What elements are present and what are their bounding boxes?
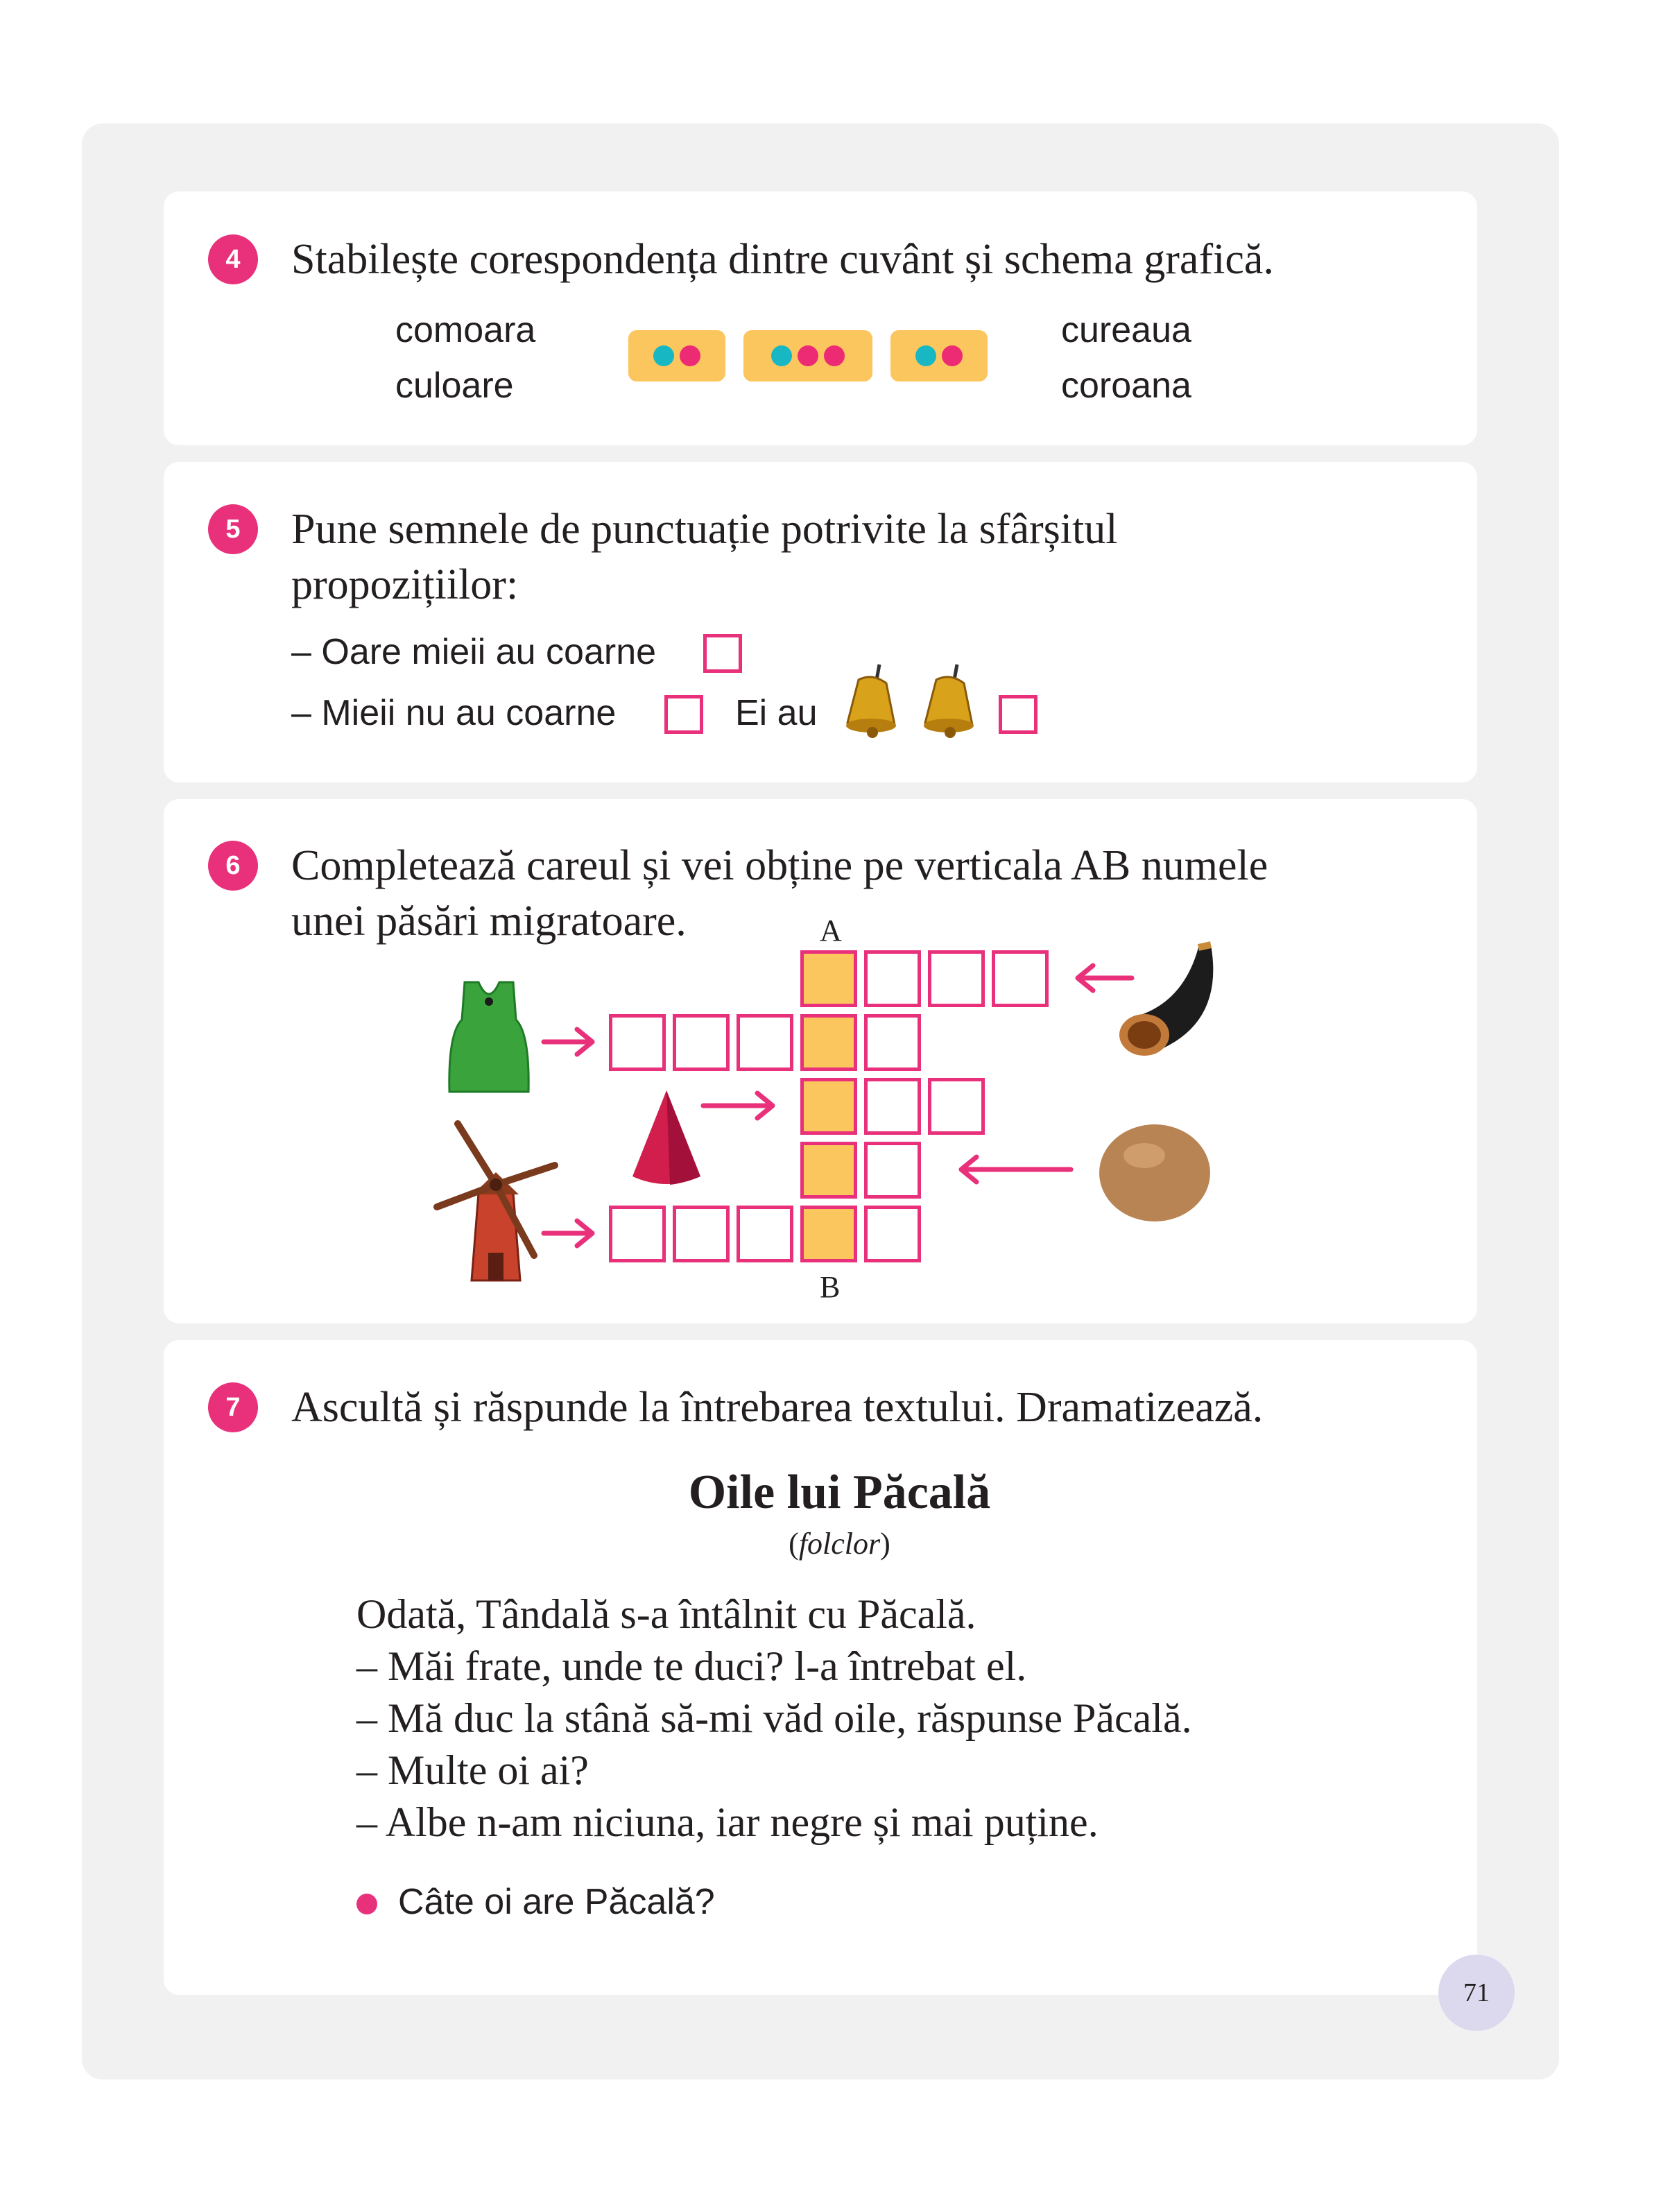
crossword-cell-ab[interactable] [800, 1142, 857, 1199]
story-line: – Măi frate, unde te duci? l-a întrebat el. [356, 1643, 1027, 1689]
arrow-icon [700, 1090, 777, 1121]
syllable-dot [798, 345, 818, 366]
crossword-cell[interactable] [673, 1014, 730, 1071]
task-7-instruction: Ascultă și răspunde la întrebarea textului. Dramatizează. [291, 1384, 1264, 1431]
bell-icon [915, 659, 985, 742]
word-coroana[interactable]: coroana [1061, 366, 1191, 406]
crossword-cell[interactable] [609, 1206, 666, 1262]
scheme-2[interactable] [743, 330, 872, 381]
task-4-number: 4 [208, 234, 258, 284]
punctuation-box-3[interactable] [999, 695, 1037, 734]
task-4-card [164, 191, 1477, 445]
task-5-instruction-line1: Pune semnele de punctuație potrivite la sfârșitul [291, 506, 1118, 553]
horn-icon [1107, 941, 1225, 1072]
green-vest-icon [444, 978, 534, 1096]
task-5-number: 5 [208, 504, 258, 554]
crossword-cell-ab[interactable] [800, 950, 857, 1007]
sentence-2b: Ei au [735, 693, 818, 733]
sentence-2: – Mieii nu au coarne [291, 693, 617, 733]
scheme-3[interactable] [890, 330, 988, 381]
arrow-icon [541, 1027, 596, 1057]
crossword-cell[interactable] [928, 950, 985, 1007]
task-6-instruction-line1: Completează careul și vei obține pe verticala AB numele [291, 842, 1268, 889]
page-number: 71 [1438, 1955, 1515, 2031]
syllable-dot [653, 345, 674, 366]
crossword-cell[interactable] [864, 950, 921, 1007]
egg-icon [1096, 1121, 1214, 1225]
task-6-instruction-line2: unei păsări migratoare. [291, 898, 687, 945]
crossword-cell[interactable] [864, 1078, 921, 1135]
syllable-dot [915, 345, 936, 366]
story-line: Odată, Tândală s-a întâlnit cu Păcală. [356, 1591, 976, 1637]
task-4-instruction: Stabilește corespondența dintre cuvânt și schema grafică. [291, 236, 1274, 283]
syllable-dot [771, 345, 792, 366]
windmill-icon [430, 1117, 562, 1283]
cone-icon [628, 1088, 705, 1192]
story-source: (folclor) [789, 1527, 890, 1561]
crossword-cell[interactable] [928, 1078, 985, 1135]
scheme-1[interactable] [628, 330, 725, 381]
syllable-dot [824, 345, 845, 366]
crossword-cell[interactable] [737, 1206, 793, 1262]
story-title: Oile lui Păcală [688, 1466, 991, 1519]
story-question: Câte oi are Păcală? [398, 1882, 715, 1922]
crossword-cell[interactable] [992, 950, 1049, 1007]
word-cureaua[interactable]: cureaua [1061, 310, 1191, 350]
crossword-cell[interactable] [737, 1014, 793, 1071]
word-comoara[interactable]: comoara [395, 310, 536, 350]
punctuation-box-1[interactable] [703, 634, 742, 673]
crossword-cell-ab[interactable] [800, 1014, 857, 1071]
word-culoare[interactable]: culoare [395, 366, 514, 406]
crossword-cell[interactable] [673, 1206, 730, 1262]
punctuation-box-2[interactable] [664, 695, 703, 734]
bell-icon [838, 659, 907, 742]
story-source-text: folclor [798, 1527, 881, 1561]
crossword-cell[interactable] [864, 1206, 921, 1262]
crossword-cell[interactable] [864, 1142, 921, 1199]
sentence-1: – Oare mieii au coarne [291, 632, 657, 672]
crossword-cell-ab[interactable] [800, 1206, 857, 1262]
crossword-cell[interactable] [609, 1014, 666, 1071]
label-b: B [820, 1270, 841, 1304]
task-7-number: 7 [208, 1382, 258, 1432]
bullet-icon [356, 1894, 377, 1914]
story-text [356, 1588, 1192, 1849]
syllable-dot [942, 345, 963, 366]
syllable-dot [680, 345, 700, 366]
story-line: – Mă duc la stână să-mi văd oile, răspunse Păcală. [356, 1695, 1192, 1741]
crossword-cell-ab[interactable] [800, 1078, 857, 1135]
story-line: – Multe oi ai? [356, 1747, 589, 1793]
story-line: – Albe n-am niciuna, iar negre și mai puține. [356, 1799, 1099, 1845]
task-6-number: 6 [208, 841, 258, 891]
crossword-cell[interactable] [864, 1014, 921, 1071]
label-a: A [820, 914, 842, 948]
arrow-icon [956, 1154, 1074, 1185]
task-5-instruction-line2: propozițiilor: [291, 561, 519, 608]
